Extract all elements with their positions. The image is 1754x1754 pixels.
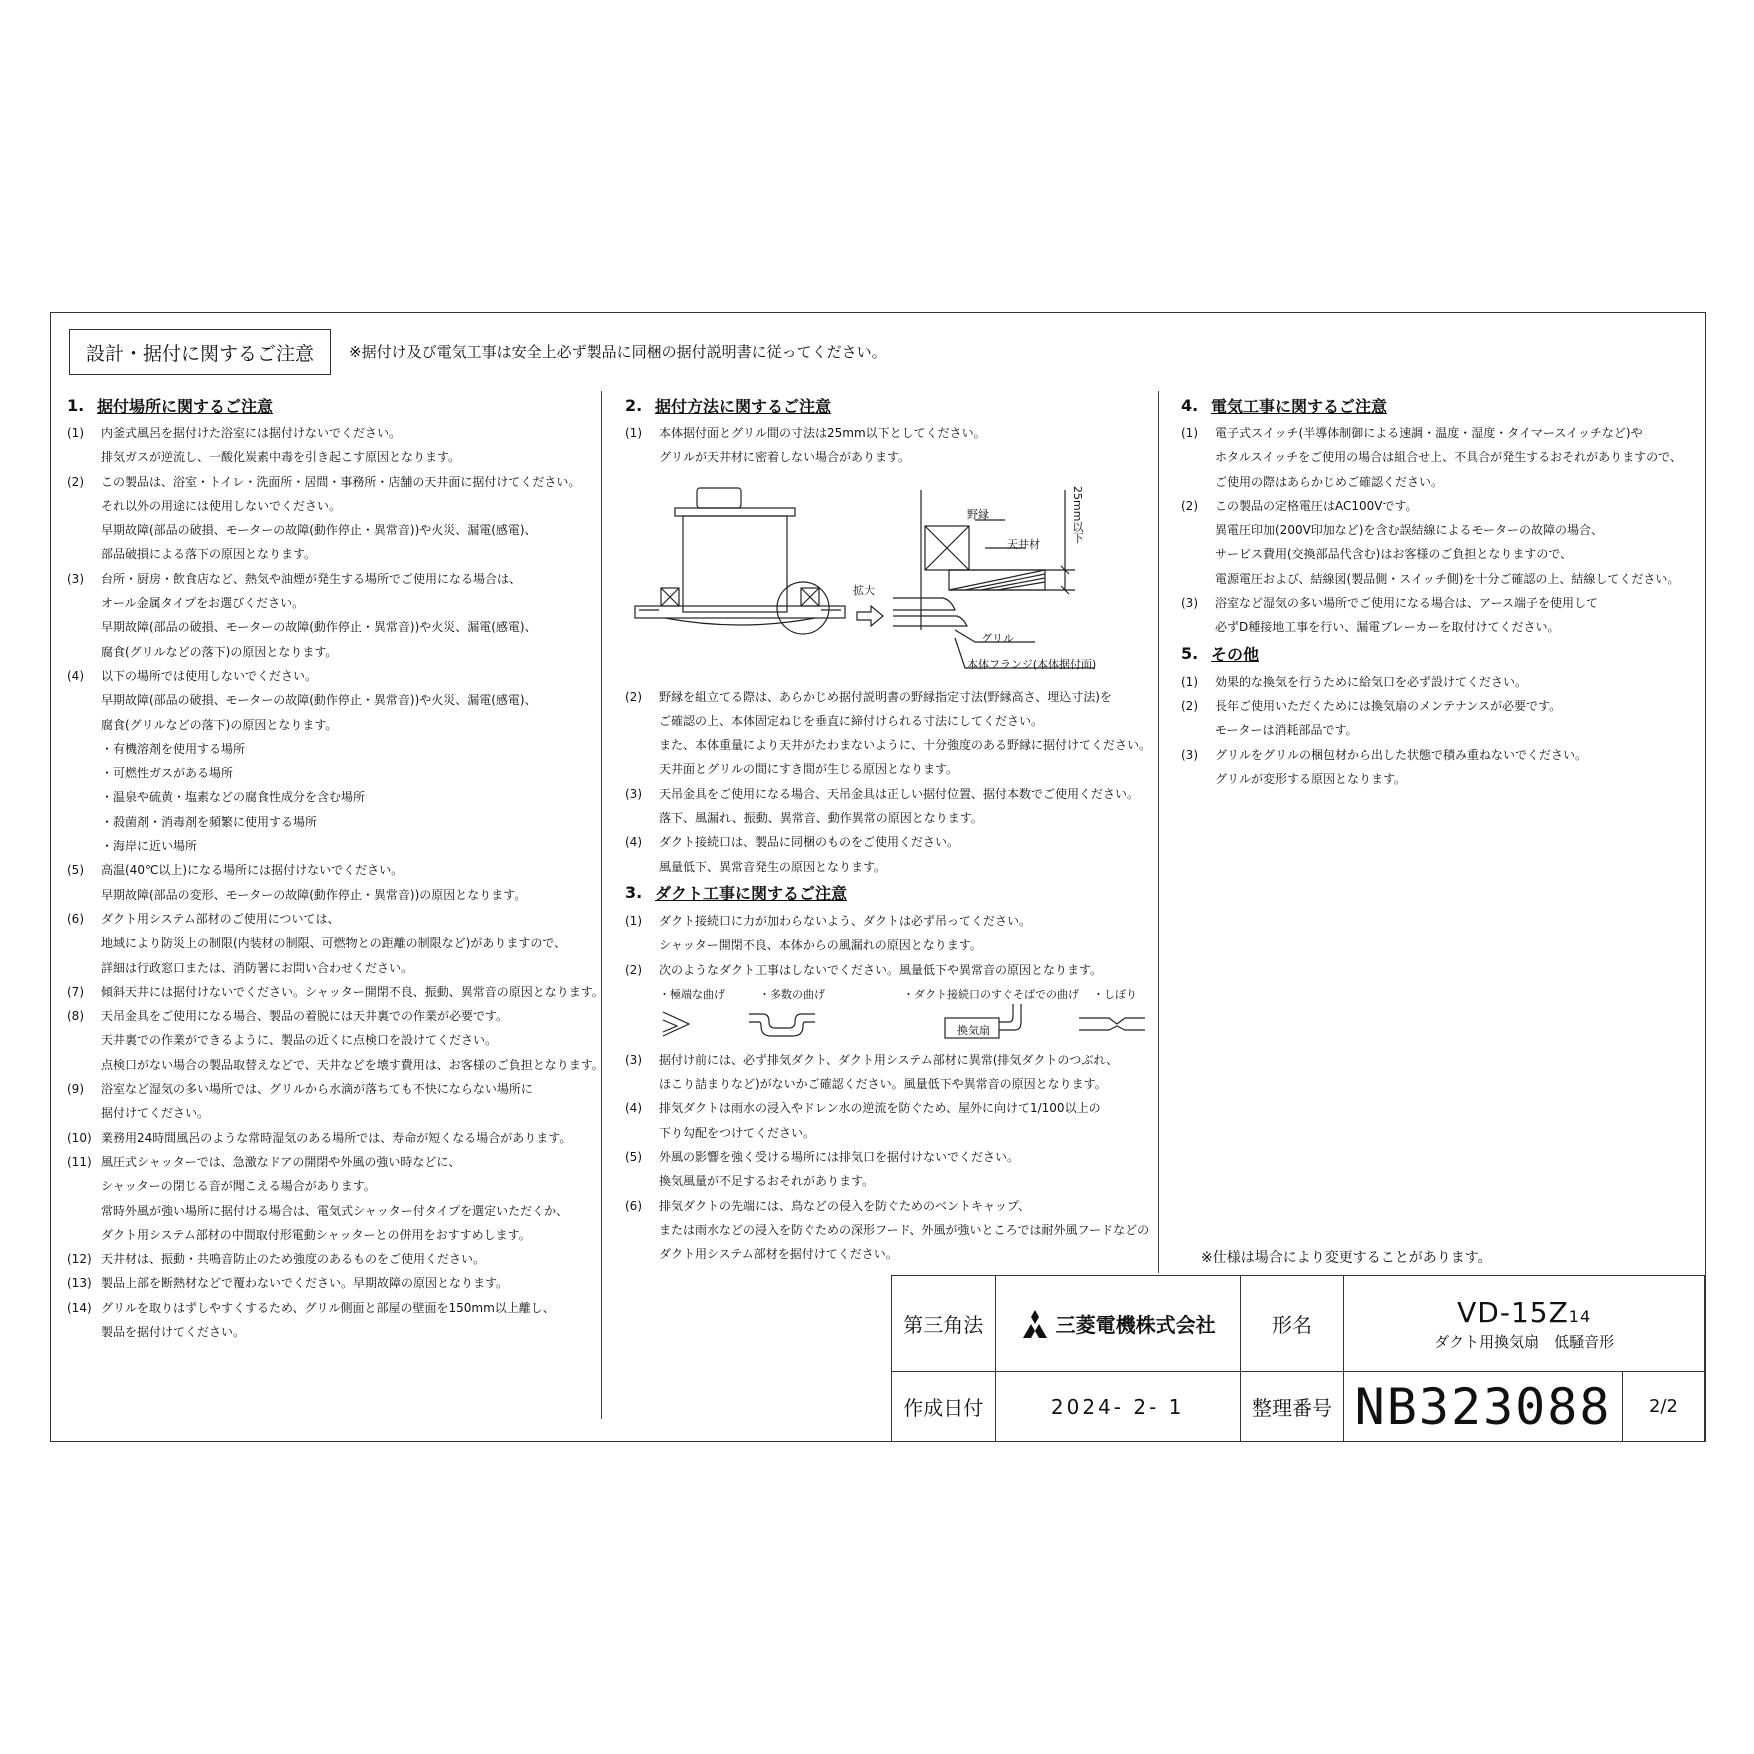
item-number: (7)	[67, 984, 84, 999]
item-text: この製品は、浴室・トイレ・洗面所・居間・事務所・店舗の天井面に据付けてください。	[101, 474, 581, 489]
item-text: 以下の場所では使用しないでください。	[101, 668, 318, 683]
item-text: この製品の定格電圧はAC100Vです。	[1215, 498, 1418, 513]
item-text: ダクト接続口は、製品に同梱のものをご使用ください。	[659, 835, 960, 850]
item-text: 浴室など湿気の多い場所でご使用になる場合は、アース端子を使用して	[1215, 596, 1599, 611]
item-number: (2)	[1181, 698, 1198, 713]
list-item	[67, 664, 537, 858]
item-list	[1181, 670, 1701, 791]
projection-label: 第三角法	[892, 1276, 996, 1372]
item-text: 次のようなダクト工事はしないでください。風量低下や異常音の原因となります。	[659, 962, 1103, 977]
item-text: 部品破損による落下の原因となります。	[101, 547, 317, 562]
item-number: (6)	[625, 1198, 642, 1213]
installation-figure	[625, 470, 1145, 685]
drawing-number-label: 整理番号	[1240, 1372, 1344, 1442]
list-item	[1181, 743, 1701, 792]
item-text: モーターは消耗部品です。	[1215, 723, 1358, 738]
spec-note: ※仕様は場合により変更することがあります。	[1201, 1250, 1492, 1266]
section-heading: 5. その他	[1181, 644, 1260, 665]
item-text: 排気ダクトは雨水の浸入やドレン水の逆流を防ぐため、屋外に向けて1/100以上の	[659, 1101, 1101, 1116]
item-text: 天井裏での作業ができるように、製品の近くに点検口を設けてください。	[101, 1033, 498, 1048]
label-flange: 本体フランジ(本体据付面)	[967, 657, 1097, 671]
item-number: (2)	[625, 689, 642, 704]
list-item	[67, 858, 537, 907]
item-text: ・可燃性ガスがある場所	[101, 766, 234, 781]
item-text: 腐食(グリルなどの落下)の原因となります。	[101, 644, 338, 659]
item-text: シャッターの閉じる音が聞こえる場合があります。	[101, 1179, 376, 1194]
item-number: (3)	[625, 786, 642, 801]
document-sheet	[50, 312, 1706, 1442]
date-value: 2024- 2- 1	[995, 1372, 1240, 1442]
section-heading: 2. 据付方法に関するご注意	[625, 395, 832, 416]
item-number: (2)	[67, 474, 84, 489]
item-text: ・有機溶剤を使用する場所	[101, 741, 246, 756]
item-number: (3)	[67, 571, 84, 586]
list-item	[1181, 694, 1701, 743]
column-divider	[601, 391, 602, 1419]
item-text: 天吊金具をご使用になる場合、天吊金具は正しい据付位置、据付本数でご使用ください。	[659, 786, 1140, 801]
item-text: 常時外風が強い場所に据付ける場合は、電気式シャッター付タイプを選定いただくか、	[101, 1203, 569, 1218]
item-text: 早期故障(部品の破損、モーターの故障(動作停止・異常音))や火災、漏電(感電)、	[101, 693, 537, 708]
item-text: 詳細は行政窓口または、消防署にお問い合わせください。	[101, 960, 414, 975]
list-item	[1181, 421, 1701, 494]
item-text: それ以外の用途には使用しないでください。	[101, 498, 342, 513]
list-item	[1181, 494, 1701, 591]
item-text: グリルをグリルの梱包材から出した状態で積み重ねないでください。	[1215, 747, 1588, 762]
list-item	[67, 1247, 537, 1271]
list-item	[625, 1145, 1145, 1194]
section-2	[625, 393, 1152, 1267]
item-number: (4)	[625, 1101, 642, 1116]
label-near-bend: ・ダクト接続口のすぐそばでの曲げ	[903, 987, 1079, 1001]
label-kakudai: 拡大	[853, 583, 875, 597]
list-item	[625, 1096, 1145, 1145]
item-text: ・温泉や硫黄・塩素などの腐食性成分を含む場所	[101, 790, 366, 805]
header-note: ※据付け及び電気工事は安全上必ず製品に同梱の据付説明書に従ってください。	[349, 343, 887, 361]
label-fan: 換気扇	[957, 1023, 990, 1037]
item-number: (1)	[1181, 426, 1198, 440]
list-item	[625, 1048, 1145, 1097]
model-name: VD-15Z	[1457, 1295, 1569, 1329]
company-cell	[995, 1276, 1240, 1372]
model-suffix: 14	[1568, 1306, 1592, 1326]
item-number: (1)	[67, 426, 84, 440]
section-1	[67, 393, 604, 1344]
item-text: 点検口がない場合の製品取替えなどで、天井などを壊す費用は、お客様のご負担となります。	[101, 1057, 604, 1072]
item-text: 風量低下、異常音発生の原因となります。	[659, 859, 887, 874]
label-dimension: 25mm以下	[1071, 485, 1084, 544]
section-4	[1181, 393, 1701, 791]
item-text: グリルが変形する原因となります。	[1215, 771, 1407, 786]
item-text: または雨水などの浸入を防ぐための深形フード、外風が強いところでは耐外風フードなどの	[659, 1222, 1150, 1237]
item-text: 業務用24時間風呂のような常時湿気のある場所では、寿命が短くなる場合があります。	[101, 1130, 572, 1145]
item-text: 傾斜天井には据付けないでください。シャッター開閉不良、振動、異常音の原因となります。	[101, 984, 604, 999]
item-text: 効果的な換気を行うために給気口を必ず設けてください。	[1215, 674, 1528, 689]
page-number: 2/2	[1622, 1372, 1704, 1442]
item-text: 据付け前には、必ず排気ダクト、ダクト用システム部材に異常(排気ダクトのつぶれ、	[659, 1052, 1119, 1067]
item-number: (14)	[67, 1300, 92, 1315]
item-text: また、本体重量により天井がたわまないように、十分強度のある野縁に据付けてください。	[659, 738, 1152, 753]
section-heading: 3. ダクト工事に関するご注意	[625, 883, 848, 904]
item-text: 天井材は、振動・共鳴音防止のため強度のあるものをご使用ください。	[101, 1252, 486, 1267]
item-list	[625, 421, 1145, 470]
item-text: ほこり詰まりなど)がないかご確認ください。風量低下や異常音の原因となります。	[659, 1077, 1107, 1092]
label-tenjozai: 天井材	[1007, 537, 1040, 551]
list-item	[67, 470, 581, 567]
item-text: 早期故障(部品の破損、モーターの故障(動作停止・異常音))や火災、漏電(感電)、	[101, 620, 537, 635]
item-text: ご使用の際はあらかじめご確認ください。	[1215, 474, 1444, 489]
item-text: 排気ガスが逆流し、一酸化炭素中毒を引き起こす原因となります。	[101, 450, 461, 465]
item-number: (11)	[67, 1154, 92, 1169]
list-item	[67, 980, 604, 1004]
date-label: 作成日付	[892, 1372, 996, 1442]
list-item	[67, 567, 537, 664]
item-list	[1181, 421, 1701, 640]
item-number: (12)	[67, 1252, 92, 1267]
drawing-number: NB323088	[1344, 1372, 1623, 1442]
label-grill: グリル	[981, 631, 1014, 645]
label-bend: ・極端な曲げ	[659, 987, 725, 1001]
item-text: 外風の影響を強く受ける場所には排気口を据付けないでください。	[659, 1150, 1020, 1165]
item-text: ダクト用システム部材を据付けてください。	[659, 1247, 898, 1262]
item-text: シャッター開閉不良、本体からの風漏れの原因となります。	[659, 938, 982, 953]
item-text: 天吊金具をご使用になる場合、製品の着脱には天井裏での作業が必要です。	[101, 1009, 509, 1024]
item-list	[625, 1048, 1150, 1267]
item-number: (5)	[67, 863, 84, 878]
list-item	[625, 830, 1145, 879]
list-item	[67, 1150, 569, 1247]
item-text: グリルが天井材に密着しない場合があります。	[659, 450, 911, 465]
item-text: 据付けてください。	[101, 1106, 210, 1121]
model-description: ダクト用換気扇 低騒音形	[1434, 1332, 1615, 1351]
item-text: 天井面とグリルの間にすき間が生じる原因となります。	[659, 762, 959, 777]
item-text: 換気風量が不足するおそれがあります。	[659, 1174, 875, 1189]
item-text: ・海岸に近い場所	[101, 839, 198, 854]
item-number: (10)	[67, 1130, 92, 1145]
item-text: 異電圧印加(200V印加など)を含む誤結線によるモーターの故障の場合、	[1215, 523, 1603, 538]
item-number: (3)	[1181, 596, 1198, 611]
section-heading: 4. 電気工事に関するご注意	[1181, 395, 1388, 416]
label-narrow: ・しぼり	[1093, 987, 1137, 1001]
item-text: 早期故障(部品の変形、モーターの故障(動作停止・異常音))の原因となります。	[101, 887, 527, 902]
item-number: (5)	[625, 1150, 642, 1165]
item-text: ダクト用システム部材のご使用については、	[101, 911, 340, 926]
list-item	[67, 1271, 537, 1295]
list-item	[1181, 591, 1701, 640]
item-text: オール金属タイプをお選びください。	[101, 596, 305, 611]
company-name: 三菱電機株式会社	[1055, 1313, 1216, 1337]
item-text: ご確認の上、本体固定ねじを垂直に締付けられる寸法にしてください。	[659, 713, 1044, 728]
list-item	[67, 1126, 572, 1150]
item-text: 風圧式シャッターでは、急激なドアの開閉や外風の強い時などに、	[101, 1154, 461, 1169]
duct-diagrams	[625, 1004, 1145, 1048]
item-text: グリルを取りはずしやすくするため、グリル側面と部屋の壁面を150mm以上離し、	[101, 1300, 555, 1315]
item-number: (6)	[67, 911, 84, 926]
item-text: 高温(40℃以上)になる場所には据付けないでください。	[101, 863, 404, 878]
item-text: 製品上部を断熱材などで覆わないでください。早期故障の原因となります。	[101, 1276, 509, 1291]
item-text: 長年ご使用いただくためには換気扇のメンテナンスが必要です。	[1215, 698, 1562, 713]
item-text: 台所・厨房・飲食店など、熱気や油煙が発生する場所でご使用になる場合は、	[101, 571, 522, 586]
model-label: 形名	[1240, 1276, 1344, 1372]
list-item	[1181, 670, 1701, 694]
item-text: ・殺菌剤・消毒剤を頻繁に使用する場所	[101, 814, 318, 829]
item-text: 落下、風漏れ、振動、異常音、動作異常の原因となります。	[659, 811, 983, 826]
item-number: (4)	[625, 835, 642, 850]
list-item	[67, 1296, 555, 1345]
item-number: (13)	[67, 1276, 92, 1291]
item-text: 本体据付面とグリル間の寸法は25mm以下としてください。	[659, 426, 986, 440]
list-item	[67, 1077, 537, 1126]
item-text: ホタルスイッチをご使用の場合は組合せ上、不具合が発生するおそれがありますので、	[1215, 450, 1682, 465]
item-text: 地域により防災上の制限(内装材の制限、可燃物との距離の制限など)がありますので、	[101, 936, 567, 951]
mitsubishi-logo-icon	[1020, 1310, 1050, 1338]
list-item	[67, 421, 537, 470]
item-text: ダクト接続口に力が加わらないよう、ダクトは必ず吊ってください。	[659, 913, 1032, 928]
list-item	[625, 421, 1145, 470]
item-text: 内釜式風呂を据付けた浴室には据付けないでください。	[101, 426, 402, 440]
item-text: 野縁を組立てる際は、あらかじめ据付説明書の野縁指定寸法(野縁高さ、埋込寸法)を	[659, 689, 1112, 704]
label-nobuchi: 野縁	[967, 507, 989, 521]
title-block	[891, 1275, 1705, 1442]
item-text: サービス費用(交換部品代含む)はお客様のご負担となりますので、	[1215, 547, 1573, 562]
item-number: (1)	[625, 426, 642, 440]
item-text: 電源電圧および、結線図(製品側・スイッチ側)を十分ご確認の上、結線してください。	[1215, 571, 1680, 586]
item-text: 下り勾配をつけてください。	[659, 1125, 816, 1140]
item-text: 浴室など湿気の多い場所では、グリルから水滴が落ちても不快にならない場所に	[101, 1082, 533, 1097]
list-item	[625, 685, 1152, 782]
item-list	[625, 685, 1152, 879]
list-item	[625, 782, 1145, 831]
item-number: (4)	[67, 668, 84, 683]
item-number: (3)	[1181, 747, 1198, 762]
item-text: 必ずD種接地工事を行い、漏電ブレーカーを取付けてください。	[1215, 620, 1560, 635]
list-item	[625, 1194, 1150, 1267]
label-multi-bend: ・多数の曲げ	[759, 987, 825, 1001]
item-list	[625, 909, 1145, 982]
list-item	[625, 958, 1145, 982]
duct-examples	[625, 982, 1145, 1048]
list-item	[67, 1004, 604, 1077]
item-number: (9)	[67, 1082, 84, 1097]
document-title: 設計・据付に関するご注意	[69, 329, 331, 375]
item-text: 製品を据付けてください。	[101, 1324, 246, 1339]
model-cell	[1344, 1276, 1705, 1372]
item-text: 排気ダクトの先端には、鳥などの侵入を防ぐためのベントキャップ、	[659, 1198, 1031, 1213]
item-text: 腐食(グリルなどの落下)の原因となります。	[101, 717, 338, 732]
item-text: 電子式スイッチ(半導体制御による速調・温度・湿度・タイマースイッチなど)や	[1215, 426, 1643, 440]
item-text: 早期故障(部品の破損、モーターの故障(動作停止・異常音))や火災、漏電(感電)、	[101, 523, 537, 538]
item-text: ダクト用システム部材の中間取付形電動シャッターとの併用をおすすめします。	[101, 1227, 531, 1242]
list-item	[67, 907, 567, 980]
list-item	[625, 909, 1145, 958]
column-divider	[1158, 391, 1159, 1273]
item-number: (8)	[67, 1009, 84, 1024]
item-list	[67, 421, 604, 1344]
item-number: (2)	[1181, 498, 1198, 513]
section-heading: 1. 据付場所に関するご注意	[67, 395, 274, 416]
item-number: (3)	[625, 1052, 642, 1067]
installation-diagram	[625, 470, 1145, 685]
item-number: (1)	[625, 913, 642, 928]
item-number: (1)	[1181, 674, 1198, 689]
item-number: (2)	[625, 962, 642, 977]
